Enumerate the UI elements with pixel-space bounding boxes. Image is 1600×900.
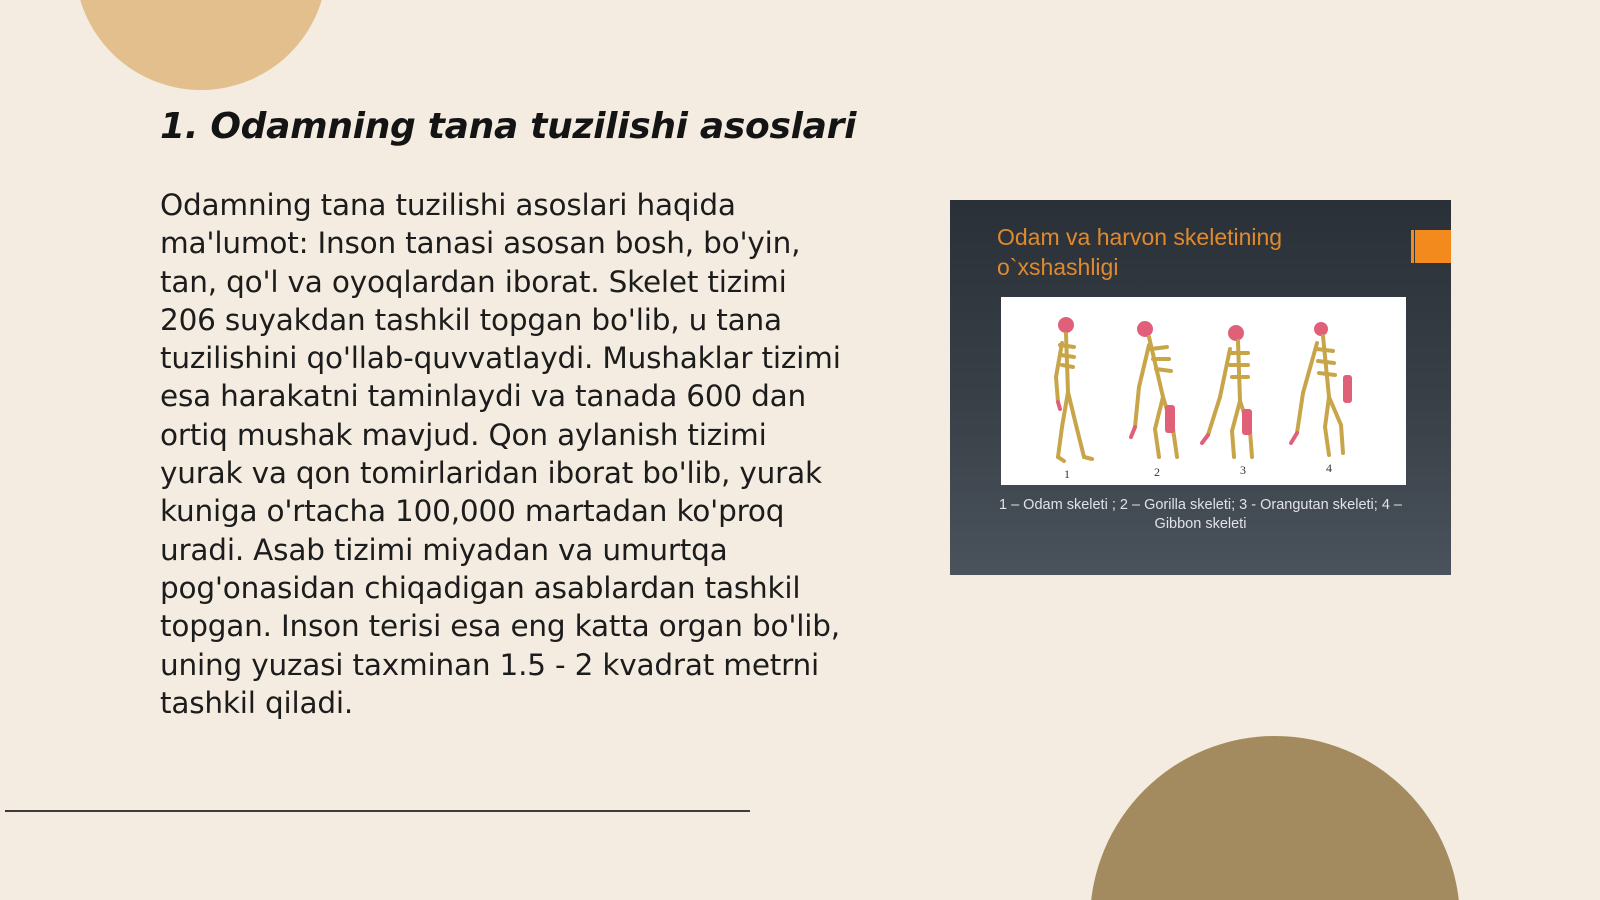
orangutan-skeleton-icon — [1202, 325, 1252, 457]
gibbon-skeleton-icon — [1291, 322, 1352, 455]
skeleton-number-3: 3 — [1240, 463, 1246, 477]
skeleton-illustration-panel — [1001, 297, 1406, 485]
skeleton-number-2: 2 — [1154, 465, 1160, 479]
figure-title: Odam va harvon skeletining o`xshashligi — [997, 224, 1283, 280]
skeleton-number-4: 4 — [1326, 461, 1332, 475]
skeleton-number-1: 1 — [1064, 467, 1070, 481]
divider-line — [5, 810, 750, 812]
figure-accent-line — [1411, 230, 1414, 263]
figure-accent-bar — [1415, 230, 1451, 263]
decorative-circle-bottom — [1090, 736, 1460, 900]
skeleton-comparison-figure — [950, 200, 1451, 575]
figure-caption: 1 – Odam skeleti ; 2 – Gorilla skeleti; 3 - Orangutan skeleti; 4 – Gibbon skeleti — [999, 497, 1402, 532]
gorilla-skeleton-icon — [1131, 321, 1177, 457]
decorative-circle-top — [75, 0, 327, 90]
skeleton-illustration — [1001, 297, 1406, 485]
slide-title: 1. Odamning tana tuzilishi asoslari — [160, 106, 857, 147]
odam-skeleton-icon — [1056, 317, 1092, 461]
slide-body-text: Odamning tana tuzilishi asoslari haqida ma'lumot: Inson tanasi asosan bosh, bo'yin, tan, qo'l va oyoqlardan iborat. Skelet tizimi 206 suyakdan tashkil topgan bo'lib, u tana tuzilishini qo'llab-quvvatlaydi. Mushaklar tizimi esa harakatni taminlaydi va tanada 600 dan ortiq mushak mavjud. Qon aylanish tizimi yurak va qon tomirlaridan iborat bo'lib, yurak kuniga o'rtacha 100,000 martadan ko'proq uradi. Asab tizimi miyadan va umurtqa pog'onasidan chiqadigan asablardan tashkil topgan. Inson terisi esa eng katta organ bo'lib, uning yuzasi taxminan 1.5 - 2 kvadrat metrni tashkil qiladi. — [160, 188, 841, 720]
